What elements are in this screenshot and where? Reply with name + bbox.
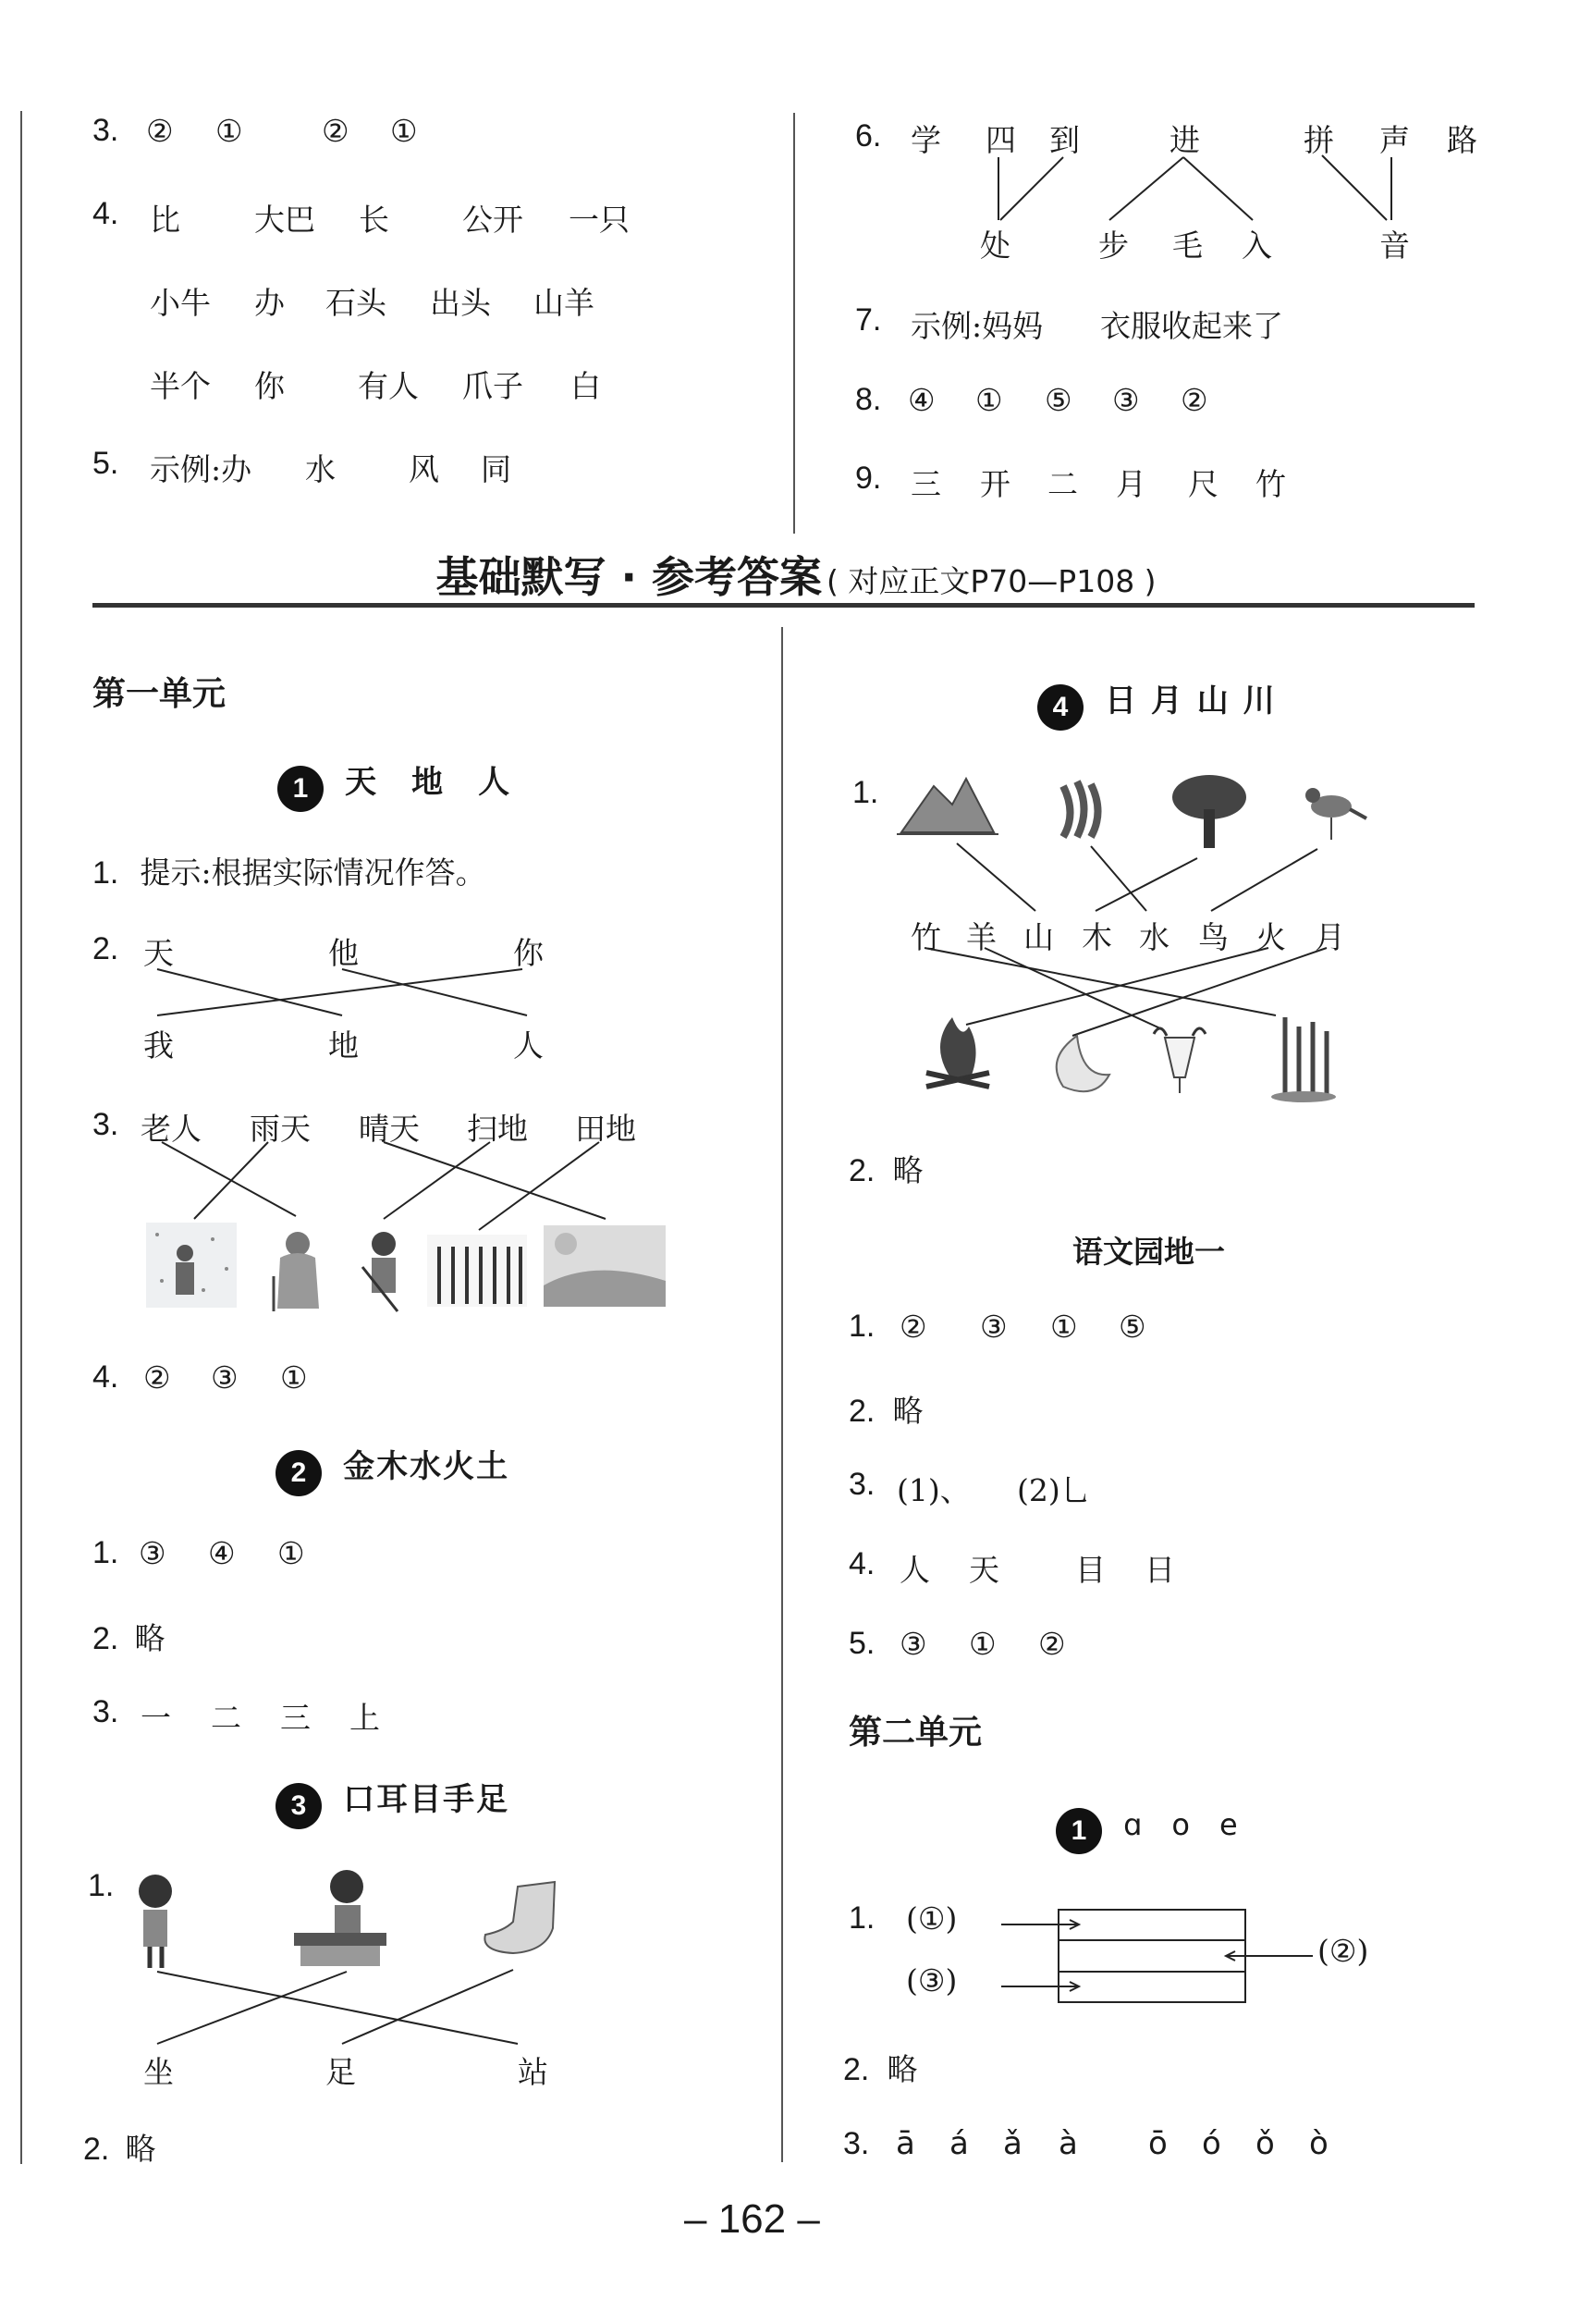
answer: ② (322, 113, 349, 149)
match-line (1211, 849, 1317, 911)
sitting-boy-picture (294, 1870, 386, 1966)
banner-title: 基础默写 · 参考答案 (435, 552, 822, 602)
sweeping-child-picture (362, 1232, 398, 1311)
u2-q3: 3. ā á ǎ à ō ó ǒ ò (843, 2125, 1329, 2162)
l1-q3-word: 扫地 (467, 1111, 528, 1147)
rainy-day-picture (146, 1223, 237, 1308)
l1-q3-word: 晴天 (359, 1111, 420, 1147)
l1-q4: 4. ② ③ ① (92, 1359, 308, 1396)
match-line (384, 1142, 606, 1219)
match-line (342, 969, 527, 1015)
q3-row: 3. ② ① ② ① (92, 113, 418, 149)
l1-q3-word: 雨天 (250, 1111, 311, 1147)
q6-bottom-char: 毛 (1172, 227, 1203, 264)
u2-q2: 2. 略 (843, 2051, 918, 2087)
q6-top-char: 进 (1170, 122, 1200, 158)
q6-top-char: 四 (986, 122, 1016, 158)
lesson1-heading: 1 天 地 人 (277, 756, 511, 812)
stroke-label: (②) (1317, 1933, 1369, 1969)
field-landscape-picture (544, 1225, 666, 1307)
l3-q2: 2. 略 (83, 2131, 156, 2167)
match-line (1109, 157, 1183, 220)
answer: ② (146, 113, 174, 149)
q6-top-char: 声 (1379, 122, 1410, 158)
l2-q2: 2. 略 (92, 1620, 165, 1656)
match-line (194, 1142, 268, 1219)
garden-q5: 5. ③ ① ② (849, 1626, 1066, 1662)
garden-q1: 1. ② ③ ① ⑤ (849, 1309, 1146, 1345)
l1-q3-word: 田地 (575, 1111, 636, 1147)
l4-char: 鸟 (1198, 919, 1229, 955)
fire-picture (926, 1017, 989, 1087)
l1-q1: 1. 提示:根据实际情况作答。 (92, 855, 486, 891)
goat-picture (1154, 1028, 1206, 1093)
l4-char: 月 (1315, 919, 1345, 955)
l4-char: 木 (1082, 919, 1112, 955)
tree-picture (1172, 775, 1246, 848)
l1-q2-top: 你 (513, 935, 544, 971)
q6-bottom-char: 处 (980, 227, 1010, 264)
l4-char: 山 (1023, 919, 1054, 955)
q8-row: 8. ④ ① ⑤ ③ ② (855, 382, 1208, 418)
q6-top-char: 学 (911, 122, 941, 158)
old-man-picture (274, 1232, 319, 1311)
unit2-heading: 第二单元 (849, 1714, 983, 1752)
lesson2-heading: 2 金木水火土 (276, 1441, 509, 1496)
l4-char: 水 (1139, 919, 1170, 955)
water-picture (1063, 781, 1098, 837)
match-line (342, 1970, 513, 2044)
q4-row2: 小牛 办 石头 出头 山羊 (150, 285, 594, 321)
bamboo-picture (1271, 1017, 1336, 1102)
q6-bottom-char: 步 (1098, 227, 1129, 264)
crops-field-picture (427, 1235, 527, 1307)
standing-girl-picture (139, 1875, 172, 1968)
answer: ① (215, 113, 243, 149)
l1-q2-top: 天 (143, 935, 174, 971)
l4-char: 竹 (911, 919, 941, 955)
l1-q3-word: 老人 (141, 1111, 202, 1147)
l4-char: 羊 (966, 919, 997, 955)
match-line (1072, 948, 1327, 1036)
moon-picture (1057, 1036, 1109, 1091)
l3-q1-bottom: 足 (325, 2054, 356, 2090)
q6-top-char: 路 (1447, 122, 1477, 158)
q4-row1: 4. 比 大巴 长 公开 一只 (92, 196, 630, 238)
stroke-label: (①) (906, 1900, 958, 1937)
l3-q1-bottom: 坐 (143, 2054, 174, 2090)
l1-q2-bottom: 我 (143, 1027, 174, 1064)
garden-q2: 2. 略 (849, 1393, 924, 1429)
q7-row: 7. 示例:妈妈 衣服收起来了 (855, 302, 1283, 344)
lesson3-heading: 3 口耳目手足 (276, 1774, 509, 1829)
garden-heading: 语文园地一 (1072, 1234, 1225, 1270)
lesson-number-badge: 1 (277, 766, 324, 812)
garden-q4: 4. 人 天 目 日 (849, 1546, 1175, 1588)
banner-subtitle: ( 对应正文P70—P108 ) (827, 563, 1157, 599)
match-line (1183, 157, 1253, 220)
match-line (162, 1142, 296, 1216)
l1-q2-bottom: 地 (328, 1027, 359, 1064)
l3-q1-bottom: 站 (518, 2054, 548, 2090)
l1-q2-bottom: 人 (513, 1027, 544, 1064)
match-line (925, 948, 1276, 1015)
l4-char: 火 (1255, 919, 1286, 955)
lesson4-heading: 4 日 月 山 川 (1037, 675, 1277, 731)
l4-q2: 2. 略 (849, 1152, 924, 1188)
u2-lesson1-heading: 1 ɑ o e (1056, 1801, 1238, 1854)
match-line (1096, 858, 1197, 911)
q5-row: 5. 示例:办 水 风 同 (92, 446, 511, 487)
l1-q2-top: 他 (328, 935, 359, 971)
garden-q3: 3. (1)、 (2)乚 (849, 1467, 1091, 1508)
stroke-order-box (1001, 1910, 1313, 2002)
match-line (1322, 155, 1387, 220)
q6-top-char: 到 (1049, 122, 1080, 158)
l2-q3: 3. 一 二 三 上 (92, 1694, 380, 1736)
unit1-heading: 第一单元 (92, 675, 227, 713)
q6-bottom-char: 音 (1379, 227, 1410, 264)
q4-row3: 半个 你 有人 爪子 白 (150, 368, 601, 404)
q6-bottom-char: 入 (1242, 227, 1272, 264)
q9-row: 9. 三 开 二 月 尺 竹 (855, 461, 1286, 502)
l2-q1: 1. ③ ④ ① (92, 1535, 305, 1571)
q6-top-char: 拼 (1304, 122, 1334, 158)
match-line (157, 1972, 347, 2044)
match-line (479, 1142, 599, 1230)
bird-picture (1305, 788, 1366, 840)
match-line (1000, 157, 1063, 220)
mountain-picture (897, 779, 998, 834)
stroke-label: (③) (906, 1962, 958, 1998)
page-number: – 162 – (684, 2196, 820, 2242)
q6-number: 6. (855, 118, 882, 154)
foot-picture (484, 1882, 555, 1953)
answer: ① (390, 113, 418, 149)
match-line (157, 969, 342, 1015)
match-line (157, 969, 522, 1015)
match-line (1091, 846, 1146, 911)
match-line (157, 1972, 518, 2044)
match-line (384, 1142, 490, 1219)
match-line (957, 843, 1035, 911)
